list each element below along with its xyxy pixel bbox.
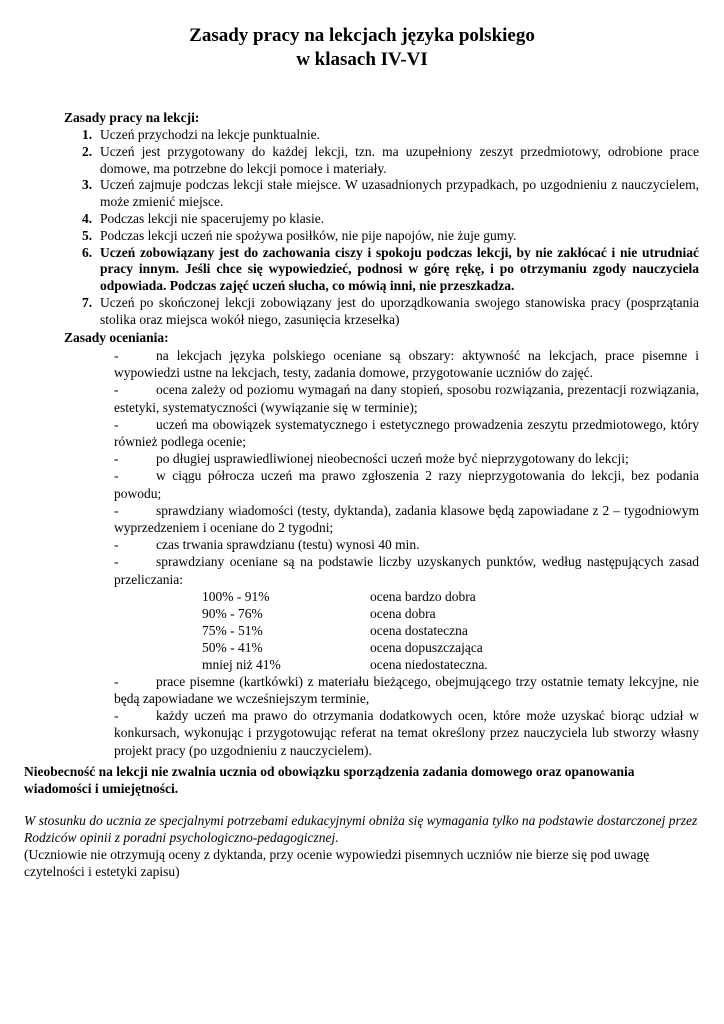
grading-item: [114, 673, 699, 707]
grading-list: [114, 347, 699, 759]
scale-row: [202, 639, 699, 656]
grading-text: w ciągu półrocza uczeń ma prawo zgłoszenia 2 razy nieprzygotowania do lekcji, bez podania powodu;: [114, 468, 699, 501]
rule-item: [82, 144, 699, 178]
grading-item: [114, 502, 699, 536]
grading-text: każdy uczeń ma prawo do otrzymania dodatkowych ocen, które może uzyskać biorąc udział w konkursach, wykonując i przygotowując referat na temat określony przez nauczyciela lub stworzy własny projekt pracy (po uzgodnieniu z nauczycielem).: [114, 708, 699, 758]
rule-number: 1.: [82, 127, 93, 142]
dictation-note: (Uczniowie nie otrzymują oceny z dyktanda, przy ocenie wypowiedzi pisemnych uczniów nie bierze się pod uwagę czytelności i estetyki zapisu): [24, 847, 650, 879]
grading-heading: Zasady oceniania:: [64, 330, 169, 345]
grading-item: [114, 450, 699, 467]
grading-item: [114, 467, 699, 501]
bullet-dash: -: [114, 468, 119, 484]
rule-text: Uczeń zobowiązany jest do zachowania ciszy i spokoju podczas lekcji, by nie zakłócać i nie utrudniać pracy innym. Jeśli chce się wypowiedzieć, podnosi w górę rękę, i po otrzymaniu zgody nauczyciela odpowiada. Podczas zajęć uczeń słucha, co mówią inni, nie przeszkadza.: [100, 244, 699, 294]
scale-grade: ocena dostateczna: [370, 622, 468, 638]
scale-row: [202, 605, 699, 622]
rule-text: Uczeń zajmuje podczas lekcji stałe miejsce. W uzasadnionych przypadkach, po uzgodnieniu z nauczycielem, może zmienić miejsce.: [100, 177, 699, 210]
rule-item: [82, 245, 699, 295]
grading-item: [114, 536, 699, 553]
scale-grade: ocena dobra: [370, 605, 436, 621]
grading-item: [114, 707, 699, 759]
rule-number: 2.: [82, 143, 93, 159]
scale-range: mniej niż 41%: [202, 656, 281, 672]
absence-note: Nieobecność na lekcji nie zwalnia ucznia od obowiązku sporządzenia zadania domowego oraz opanowania wiadomości i umiejętności.: [24, 764, 635, 796]
scale-grade: ocena bardzo dobra: [370, 588, 476, 604]
page-title: [0, 24, 724, 72]
scale-range: 75% - 51%: [202, 622, 263, 638]
rule-text: Uczeń przychodzi na lekcje punktualnie.: [100, 127, 321, 142]
rule-text: Uczeń jest przygotowany do każdej lekcji, tzn. ma uzupełniony zeszyt przedmiotowy, odrobione prace domowe, ma potrzebne do lekcji pomoce i materiały.: [100, 143, 699, 176]
scale-row: [202, 656, 699, 673]
rule-number: 4.: [82, 210, 93, 226]
scale-row: [202, 588, 699, 605]
special-needs-note: W stosunku do ucznia ze specjalnymi potrzebami edukacyjnymi obniża się wymagania tylko na podstawie dostarczonej przez Rodziców opinii z poradni psychologiczno-pedagogicznej.: [24, 813, 698, 845]
grading-text: po długiej usprawiedliwionej nieobecności uczeń może być nieprzygotowany do lekcji;: [156, 451, 629, 467]
scale-range: 50% - 41%: [202, 639, 263, 655]
bullet-dash: -: [114, 537, 119, 553]
grading-item: [114, 416, 699, 450]
scale-row: [202, 622, 699, 639]
grading-item: [114, 553, 699, 587]
rule-number: 6.: [82, 244, 93, 260]
grading-text: prace pisemne (kartkówki) z materiału bieżącego, obejmującego trzy ostatnie tematy lekcyjne, nie będą zapowiadane we wcześniejszym terminie,: [114, 673, 699, 707]
rule-item: [82, 127, 699, 144]
bullet-dash: -: [114, 554, 119, 570]
rules-list: [82, 127, 699, 329]
grading-text: czas trwania sprawdzianu (testu) wynosi 40 min.: [156, 537, 420, 553]
bullet-dash: -: [114, 502, 119, 518]
rule-number: 5.: [82, 227, 93, 243]
rule-item: [82, 228, 699, 245]
title-line-2: w klasach IV-VI: [296, 49, 428, 70]
grading-text: ocena zależy od poziomu wymagań na dany stopień, sposobu rozwiązania, prezentacji rozwiązania, estetyki, systematyczności (wywiązanie się w terminie);: [114, 382, 699, 415]
grading-text: sprawdziany oceniane są na podstawie liczby uzyskanych punktów, według następujących zasad przeliczania:: [114, 554, 699, 587]
rule-text: Podczas lekcji uczeń nie spożywa posiłków, nie pije napojów, nie żuje gumy.: [100, 227, 517, 243]
title-line-1: Zasady pracy na lekcjach języka polskiego: [189, 25, 535, 46]
rule-number: 3.: [82, 177, 93, 193]
rule-item: [82, 211, 699, 228]
rule-text: Podczas lekcji nie spacerujemy po klasie.: [100, 210, 325, 226]
grading-item: [114, 381, 699, 415]
bullet-dash: -: [114, 348, 119, 363]
grading-text: na lekcjach języka polskiego oceniane są obszary: aktywność na lekcjach, prace pisemne i wypowiedzi ustne na lekcjach, testy, zadania domowe, przygotowanie uczniów do zajęć.: [114, 348, 699, 381]
scale-range: 100% - 91%: [202, 588, 270, 604]
grading-item: [114, 347, 699, 381]
rule-text: Uczeń po skończonej lekcji zobowiązany jest do uporządkowania swojego stanowiska pracy (posprzątania stolika oraz miejsca wokół niego, zasunięcia krzesełka): [100, 294, 699, 327]
rules-heading: Zasady pracy na lekcji:: [64, 110, 200, 125]
grading-text: sprawdziany wiadomości (testy, dyktanda), zadania klasowe będą zapowiadane z 2 – tygodniowym wyprzedzeniem i oceniane do 2 tygodni;: [114, 502, 699, 536]
bullet-dash: -: [114, 416, 119, 432]
scale-range: 90% - 76%: [202, 605, 263, 621]
grading-text: uczeń ma obowiązek systematycznego i estetycznego prowadzenia zeszytu przedmiotowego, który również podlega ocenie;: [114, 416, 699, 450]
bullet-dash: -: [114, 382, 119, 398]
rule-number: 7.: [82, 294, 93, 310]
rule-item: [82, 295, 699, 329]
bullet-dash: -: [114, 673, 119, 689]
scale-grade: ocena dopuszczająca: [370, 639, 483, 655]
scale-grade: ocena niedostateczna.: [370, 656, 488, 672]
bullet-dash: -: [114, 708, 119, 724]
bullet-dash: -: [114, 451, 119, 467]
grading-scale-table: [202, 588, 699, 673]
rule-item: [82, 177, 699, 211]
